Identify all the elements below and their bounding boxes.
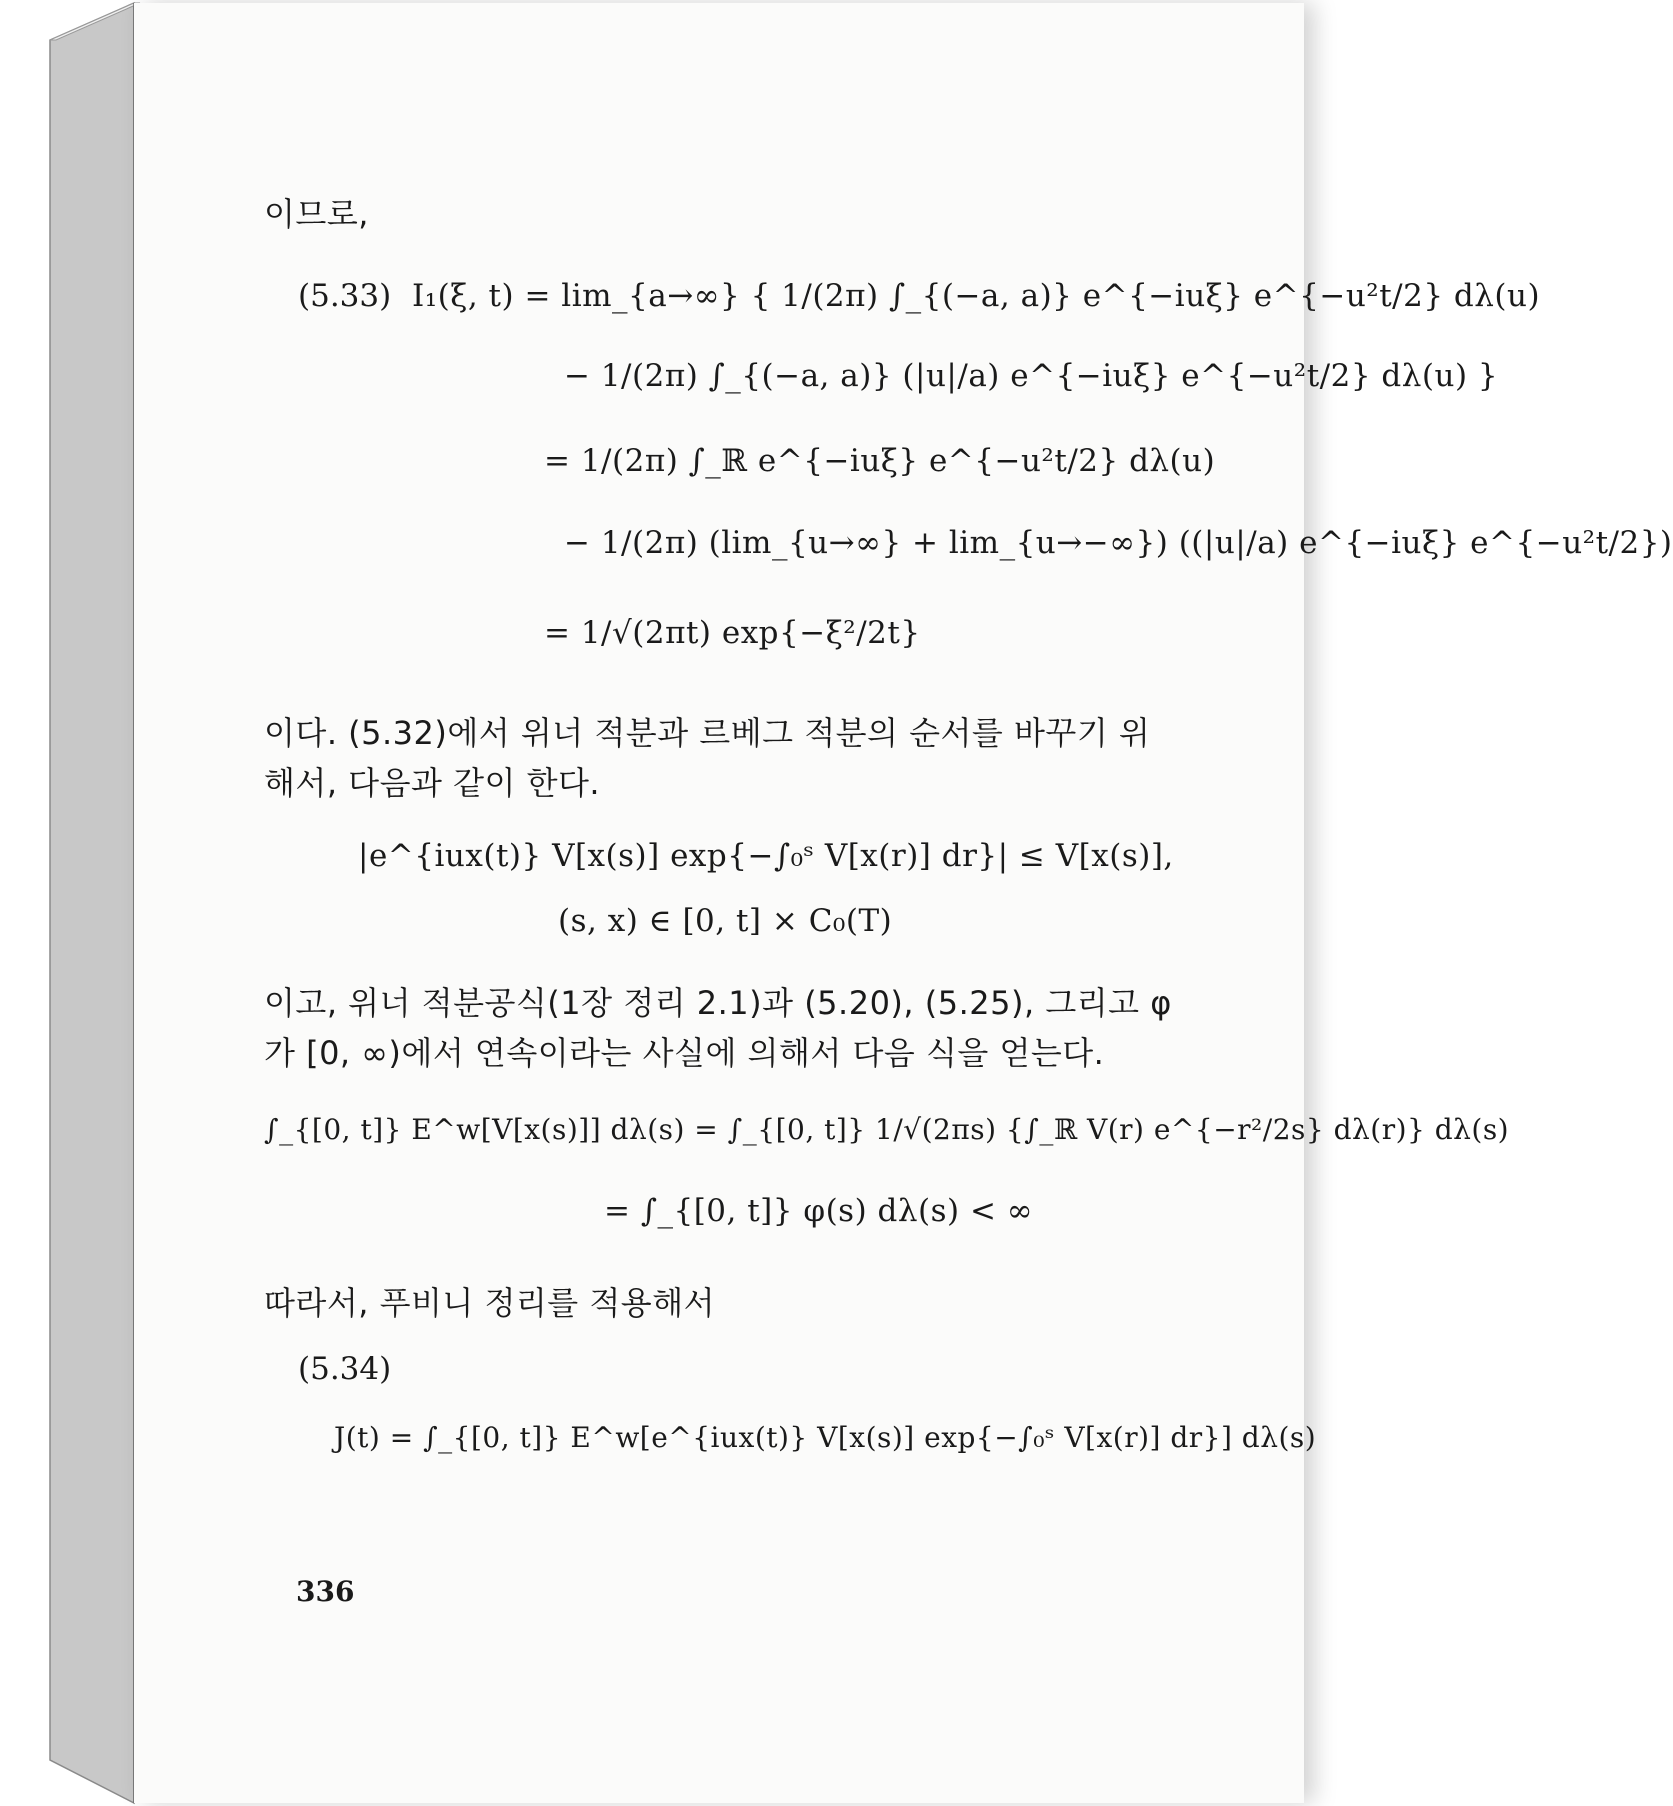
equation-5-33-line-1: I₁(ξ, t) = lim_{a→∞} { 1/(2π) ∫_{(−a, a)} e^{−iuξ} e^{−u²t/2} dλ(u): [412, 278, 1541, 314]
page-number: 336: [296, 1575, 355, 1608]
paragraph-3: 따라서, 푸비니 정리를 적용해서: [264, 1284, 716, 1322]
book-page: [134, 3, 1673, 1803]
equation-5-33-line-2: − 1/(2π) ∫_{(−a, a)} (|u|/a) e^{−iuξ} e^{−u²t/2} dλ(u) }: [564, 358, 1499, 394]
equation-5-34-line-1: J(t) = ∫_{[0, t]} E^w[e^{iux(t)} V[x(s)] exp{−∫₀ˢ V[x(r)] dr}] dλ(s): [334, 1421, 1317, 1454]
inequality-line-2: (s, x) ∈ [0, t] × C₀(T): [558, 903, 893, 939]
inequality-line-1: |e^{iux(t)} V[x(s)] exp{−∫₀ˢ V[x(r)] dr}| ≤ V[x(s)],: [358, 838, 1174, 874]
integral-line-2: = ∫_{[0, t]} φ(s) dλ(s) < ∞: [604, 1193, 1034, 1229]
paragraph-1-line-1: 이다. (5.32)에서 위너 적분과 르베그 적분의 순서를 바꾸기 위: [264, 714, 1151, 752]
paragraph-2-line-1: 이고, 위너 적분공식(1장 정리 2.1)과 (5.20), (5.25), 그리고 φ: [264, 984, 1172, 1022]
book-spine-face: [50, 3, 134, 1803]
integral-line-1: ∫_{[0, t]} E^w[V[x(s)]] dλ(s) = ∫_{[0, t]} 1/√(2πs) {∫_ℝ V(r) e^{−r²/2s} dλ(r)} dλ(s): [264, 1113, 1510, 1146]
paragraph-2-line-2: 가 [0, ∞)에서 연속이라는 사실에 의해서 다음 식을 얻는다.: [264, 1034, 1105, 1072]
equation-label-5-34: (5.34): [298, 1351, 392, 1387]
equation-label-5-33: (5.33): [298, 278, 392, 314]
intro-text: 이므로,: [264, 195, 369, 233]
equation-5-33-line-5: = 1/√(2πt) exp{−ξ²/2t}: [544, 615, 921, 651]
equation-5-33-line-4: − 1/(2π) (lim_{u→∞} + lim_{u→−∞}) ((|u|/a) e^{−iuξ} e^{−u²t/2}): [564, 525, 1673, 561]
paragraph-1-line-2: 해서, 다음과 같이 한다.: [264, 764, 601, 802]
equation-5-33-line-3: = 1/(2π) ∫_ℝ e^{−iuξ} e^{−u²t/2} dλ(u): [544, 443, 1216, 479]
